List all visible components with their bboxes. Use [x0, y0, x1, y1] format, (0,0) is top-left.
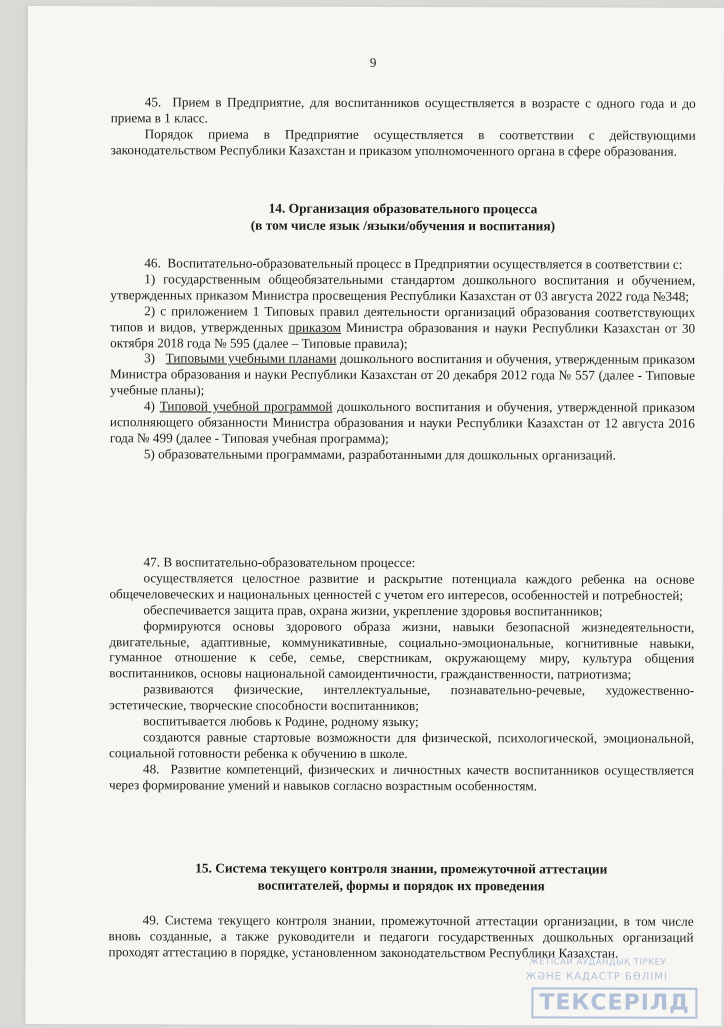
list-item	[110, 398, 695, 447]
list-item-text: дошкольного воспитания и обучения, утвержденной приказом исполняющего обязанности Министра образования и науки Республики Казахстан от 12 августа 2016 года № 499 (далее - Типовая учебная программа);	[109, 398, 695, 446]
section-14-heading	[110, 199, 695, 235]
section-15-subtitle: воспитателей, формы и порядок их проведения	[257, 877, 545, 894]
paragraph-49	[109, 912, 694, 961]
paragraph-46-intro: 46. Воспитательно-образовательный процесс в Предприятии осуществляется в соответствии с:	[144, 255, 683, 272]
order-link[interactable]: приказом	[288, 319, 341, 335]
paragraph-45-text: 45. Прием в Предприятие, для воспитанников осуществляется в возрасте с одного года и до приема в 1 класс.	[110, 94, 696, 126]
registration-stamp	[495, 957, 695, 1028]
typical-program-link[interactable]: Типовой учебной программой	[159, 398, 333, 414]
paragraph-45-admission-order: Порядок приема в Предприятие осуществляется в соответствии с действующими законодательством Республики Казахстан и приказом уполномоченного органа в сфере образования.	[110, 126, 696, 159]
section-15-heading	[109, 859, 694, 895]
list-item-text: дошкольного воспитания и обучения, утвержденным приказом Министра образования и науки Республики Казахстан от 20 декабря 2012 года № 557 (далее - Типовые учебные планы);	[109, 351, 696, 398]
list-item-text: 2) с приложением 1 Типовых правил деятельности организаций образования соответствующих типов и видов, утвержденных	[110, 303, 696, 335]
paragraph-47-intro: 47. В воспитательно-образовательном процессе:	[143, 554, 416, 571]
stamp-line-1: ЖЕТІСАЙ АУДАНДЫҚ ТІРКЕУ	[529, 957, 667, 968]
typical-curricula-link[interactable]: Типовыми учебными планами	[165, 350, 337, 367]
paragraph-49-text: 49. Система текущего контроля знании, промежуточной аттестации организации, в том числе вновь созданные, а также руководители и педагоги государственных дошкольных организаций проходят аттестацию в порядке, установленном законодательством Республики Казахстан.	[108, 912, 694, 961]
list-item: осуществляется целостное развитие и раскрытие потенциала каждого ребенка на основе общечеловеческих и национальных ценностей с учетом его интересов, особенностей и потребностей;	[109, 570, 695, 603]
section-14-subtitle: (в том числе язык /языки/обучения и воспитания)	[250, 217, 556, 234]
paragraph-45	[111, 94, 696, 159]
document-page	[25, 6, 724, 1026]
stamp-verified-label: ТЕКСЕРІЛД	[531, 987, 697, 1018]
paragraph-46	[110, 255, 696, 463]
list-item	[110, 351, 695, 400]
list-item-text: Министра образования и науки Республики Казахстан от 30 октября 2018 года № 595 (далее – Типовые правила);	[110, 319, 696, 351]
list-item: воспитывается любовь к Родине, родному языку;	[143, 713, 419, 730]
list-item-text: 3)	[144, 350, 166, 366]
list-item: формируются основы здорового образа жизни, навыки безопасной жизнедеятельности, двигательные, адаптивные, коммуникативные, социально-эмоциональные, когнитивные навыки, гуманное отношение к себе, семье, сверстникам, окружающему миру, культура общения воспитанников, основы национальной самоидентичности, гражданственности, патриотизма;	[109, 617, 695, 682]
stamp-line-2: ЖӘНЕ КАДАСТР БӨЛІМІ	[525, 971, 668, 983]
list-item	[110, 303, 695, 352]
list-item: создаются равные стартовые возможности для физической, психологической, эмоциональной, социальной готовности ребенка к обучению в школе.	[109, 729, 695, 761]
list-item: 1) государственным общеобязательными стандартом дошкольного воспитания и обучением, утвержденных приказом Министра просвещения Республики Казахстан от 03 августа 2022 года №348;	[110, 271, 696, 304]
section-15-title: 15. Система текущего контроля знании, промежуточной аттестации	[195, 860, 608, 877]
paragraph-47	[109, 554, 695, 794]
section-14-title: 14. Организация образовательного процесса	[268, 200, 538, 217]
list-item-text: 4)	[143, 398, 160, 414]
list-item: обеспечивается защита прав, охрана жизни, укрепление здоровья воспитанников;	[143, 602, 603, 619]
paragraph-48: 48. Развитие компетенций, физических и личностных качеств воспитанников осуществляется через формирование умений и навыков согласно возрастным особенностям.	[108, 761, 695, 794]
list-item: 5) образовательными программами, разработанными для дошкольных организаций.	[143, 446, 617, 463]
page-number: 9	[369, 54, 377, 70]
list-item: развиваются физические, интеллектуальные, познавательно-речевые, художественно-эстетические, творческие способности воспитанников;	[109, 681, 695, 714]
